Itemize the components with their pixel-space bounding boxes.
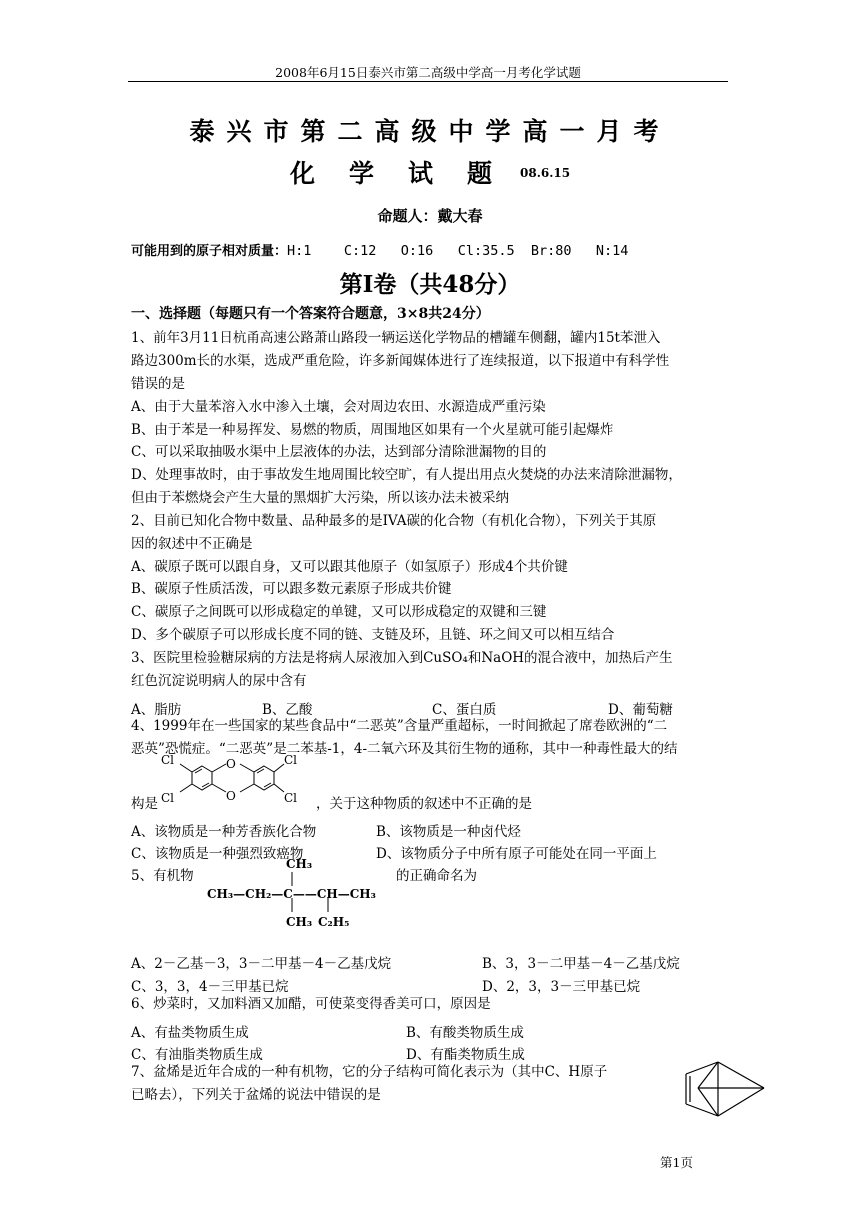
q4-stem-line: 恶英”恐慌症。“二恶英”是二苯基-1，4-二氧六环及其衍生物的通称，其中一种毒性最大的结 — [131, 741, 678, 757]
q3-option: D、葡萄糖 — [608, 702, 673, 718]
q4-struct-suffix: ，关于这种物质的叙述中不正确的是 — [316, 796, 532, 812]
methyl-bottom-label: CH₃ — [286, 915, 313, 929]
q4-struct-prefix: 构是 — [131, 796, 158, 812]
q1-stem-line: 1、前年3月11日杭甬高速公路萧山路段一辆运送化学物品的槽罐车侧翻，罐内15t苯泄入 — [131, 330, 661, 346]
q6-option: C、有油脂类物质生成 — [131, 1047, 263, 1063]
q4-option: D、该物质分子中所有原子可能处在同一平面上 — [376, 846, 657, 862]
q6-option: B、有酸类物质生成 — [406, 1025, 524, 1041]
section-heading: 一、选择题（每题只有一个答案符合题意，3×8共24分） — [131, 306, 490, 322]
q5-option: D、2，3，3－三甲基已烷 — [482, 979, 641, 995]
q5-option: A、2－乙基－3，3－二甲基－4－乙基戊烷 — [131, 956, 392, 972]
oxygen-label-bottom: O — [226, 789, 236, 803]
chlorine-label: Cl — [284, 791, 298, 805]
q5-stem-suffix: 的正确命名为 — [396, 868, 477, 884]
q7-stem-line: 已略去），下列关于盆烯的说法中错误的是 — [131, 1087, 381, 1103]
volume-title: 第Ⅰ卷（共48分） — [339, 271, 521, 298]
chlorine-label: Cl — [284, 753, 298, 767]
q4-option: C、该物质是一种强烈致癌物 — [131, 846, 304, 862]
exam-date: 08.6.15 — [520, 166, 571, 180]
page-number: 第1页 — [660, 1155, 693, 1170]
q2-option: C、碳原子之间既可以形成稳定的单键，又可以形成稳定的双键和三键 — [131, 604, 547, 620]
q4-stem-line: 4、1999年在一些国家的某些食品中“二恶英”含量严重超标，一时间掀起了席卷欧洲的“二 — [131, 718, 668, 734]
q3-stem-line: 红色沉淀说明病人的尿中含有 — [131, 673, 307, 689]
q5-stem-prefix: 5、有机物 — [131, 868, 194, 884]
header-divider — [128, 81, 728, 82]
main-chain-label: CH₃—CH₂—C——CH—CH₃ — [207, 887, 376, 901]
methyl-top-label: CH₃ — [286, 857, 313, 871]
q1-option: C、可以采取抽吸水渠中上层液体的办法，达到部分清除泄漏物的目的 — [131, 444, 547, 460]
q6-option: A、有盐类物质生成 — [131, 1025, 249, 1041]
exam-title: 泰兴市第二高级中学高一月考 — [189, 117, 671, 146]
q2-stem-line: 因的叙述中不正确是 — [131, 536, 253, 552]
q1-option: B、由于苯是一种易挥发、易燃的物质，周围地区如果有一个火星就可能引起爆炸 — [131, 422, 614, 438]
atomic-mass-info — [131, 240, 628, 259]
atomic-mass-label: 可能用到的原子相对质量： — [131, 244, 288, 259]
organic-structure-q5 — [200, 854, 390, 936]
q7-stem-line: 7、盆烯是近年合成的一种有机物，它的分子结构可简化表示为（其中C、H原子 — [131, 1064, 608, 1080]
q4-option: A、该物质是一种芳香族化合物 — [131, 824, 317, 840]
q1-option: 但由于苯燃烧会产生大量的黑烟扩大污染，所以该办法未被采纳 — [131, 490, 509, 506]
q4-stem-line — [131, 798, 532, 812]
q3-stem-line: 3、医院里检验糖尿病的方法是将病人尿液加入到CuSO₄和NaOH的混合液中，加热后产生 — [131, 650, 673, 666]
q1-stem-line: 路边300m长的水渠，选成严重危险，许多新闻媒体进行了连续报道，以下报道中有科学性 — [131, 353, 670, 369]
q1-option: D、处理事故时，由于事故发生地周围比较空旷，有人提出用点火焚烧的办法来清除泄漏物， — [131, 467, 682, 483]
q2-stem-line: 2、目前已知化合物中数量、品种最多的是IVA碳的化合物（有机化合物），下列关于其原 — [131, 513, 657, 529]
q2-option: D、多个碳原子可以形成长度不同的链、支链及环，且链、环之间又可以相互结合 — [131, 627, 615, 643]
q3-option: B、乙酸 — [262, 702, 313, 718]
atomic-mass-values: H:1 C:12 O:16 Cl:35.5 Br:80 N:14 — [287, 243, 629, 259]
q5-option: C、3，3，4－三甲基已烷 — [131, 979, 289, 995]
q2-option: A、碳原子既可以跟自身，又可以跟其他原子（如氢原子）形成4个共价键 — [131, 559, 568, 575]
q5-option: B、3，3－二甲基－4－乙基戊烷 — [482, 956, 680, 972]
q1-option: A、由于大量苯溶入水中渗入土壤，会对周边农田、水源造成严重污染 — [131, 399, 546, 415]
chlorine-label: Cl — [161, 753, 175, 767]
exam-author: 命题人：戴大春 — [377, 207, 483, 225]
q2-option: B、碳原子性质活泼，可以跟多数元素原子形成共价键 — [131, 581, 452, 597]
page-header: 2008年6月15日泰兴市第二高级中学高一月考化学试题 — [275, 65, 581, 80]
q1-stem-line: 错误的是 — [131, 376, 185, 392]
benzvalene-structure — [676, 1058, 772, 1122]
q6-option: D、有酯类物质生成 — [406, 1047, 525, 1063]
ethyl-label: C₂H₅ — [318, 915, 350, 929]
chlorine-label: Cl — [161, 791, 175, 805]
exam-subtitle: 化学试题 — [290, 159, 527, 188]
q4-option: B、该物质是一种卤代烃 — [376, 824, 521, 840]
oxygen-label-top: O — [226, 757, 236, 771]
q3-option: A、脂肪 — [131, 702, 182, 718]
q3-option: C、蛋白质 — [432, 702, 497, 718]
q6-stem-line: 6、炒菜时，又加料酒又加醋，可使菜变得香美可口，原因是 — [131, 996, 491, 1012]
